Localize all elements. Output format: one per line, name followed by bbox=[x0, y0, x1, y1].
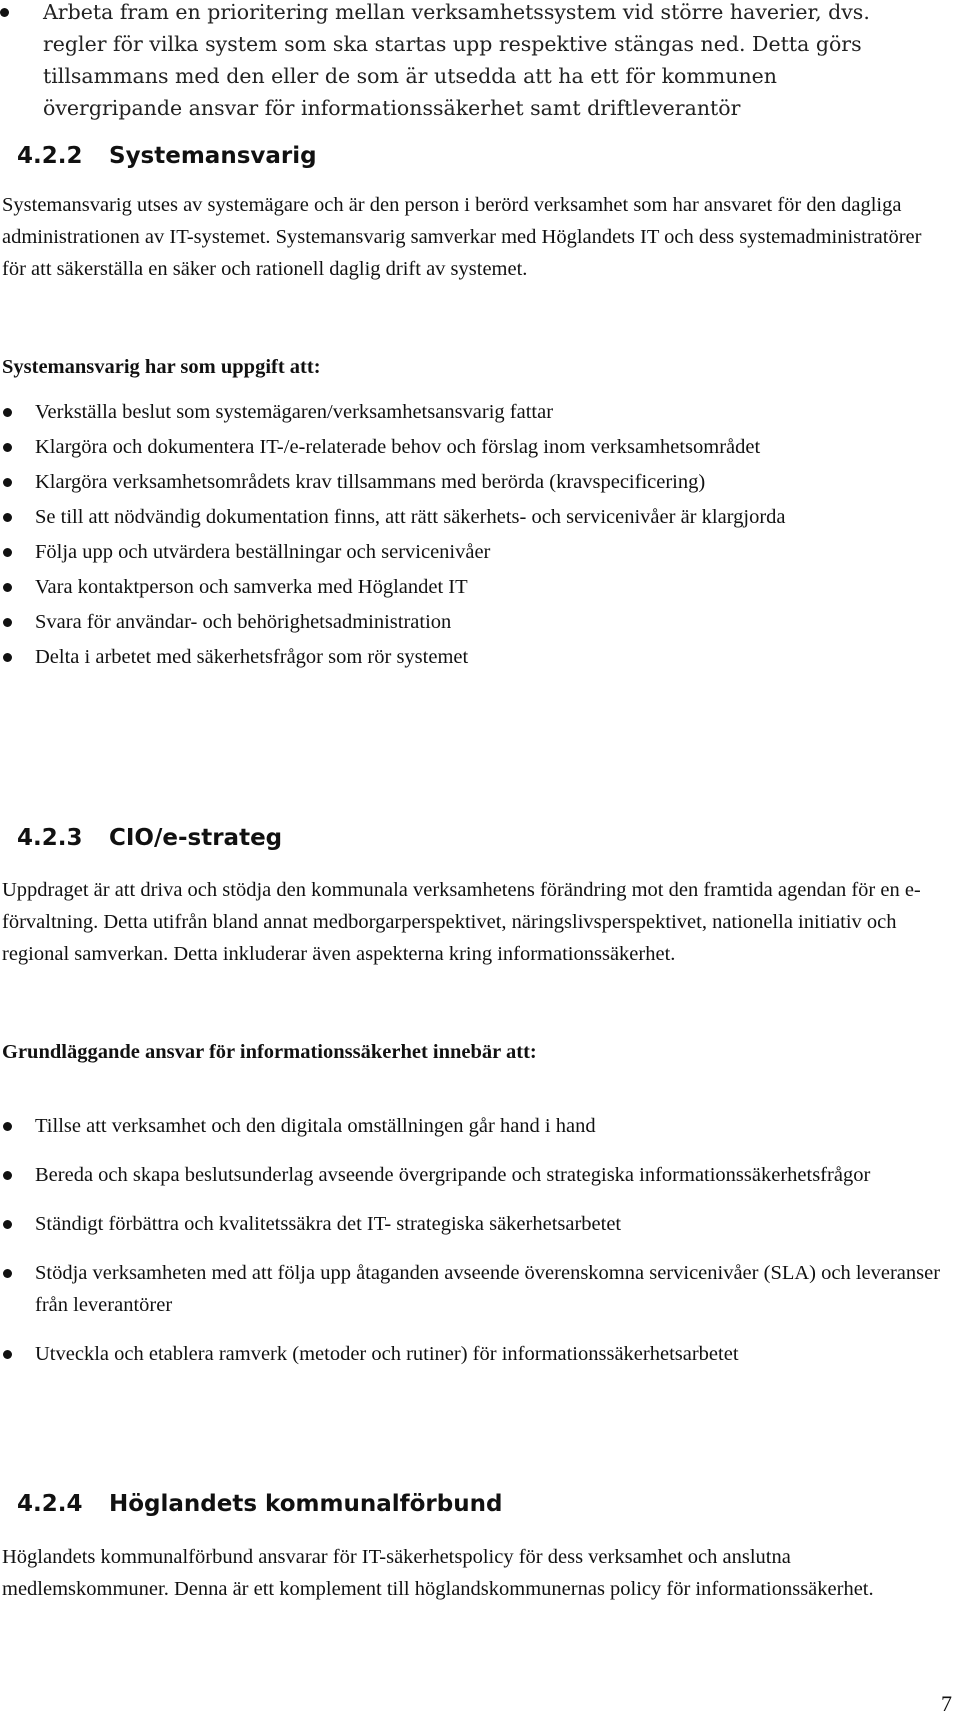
list-item bbox=[0, 1338, 945, 1370]
bullet-icon bbox=[3, 478, 12, 487]
section-paragraph: Systemansvarig utses av systemägare och är den person i berörd verksamhet som har ansvaret för den dagliga administrationen av IT-systemet. Systemansvarig samverkar med Höglandets IT och dess systemadministratörer för att säkerställa en säker och rationell daglig drift av systemet. bbox=[2, 194, 922, 280]
tasks-list-systemansvarig bbox=[0, 396, 945, 676]
section-heading-cio bbox=[17, 823, 282, 853]
tasks-list-cio bbox=[0, 1110, 945, 1387]
list-item bbox=[0, 431, 945, 463]
bullet-icon bbox=[3, 443, 12, 452]
list-item-text: Klargöra och dokumentera IT-/e-relaterade behov och förslag inom verksamhetsområdet bbox=[35, 436, 761, 458]
list-item-text: Ständigt förbättra och kvalitetssäkra det IT- strategiska säkerhetsarbetet bbox=[35, 1213, 622, 1235]
bullet-icon bbox=[3, 548, 12, 557]
list-item bbox=[0, 641, 945, 673]
bullet-icon bbox=[3, 408, 12, 417]
intro-bullet-list bbox=[0, 0, 900, 124]
section-title: CIO/e-strateg bbox=[109, 825, 283, 851]
list-item bbox=[0, 0, 900, 124]
bullet-icon bbox=[3, 1122, 12, 1131]
list-item-text: Se till att nödvändig dokumentation finns, att rätt säkerhets- och servicenivåer är klargjorda bbox=[35, 506, 786, 528]
list-item bbox=[0, 396, 945, 428]
list-item-text: Följa upp och utvärdera beställningar och servicenivåer bbox=[35, 541, 491, 563]
bullet-icon bbox=[0, 8, 9, 17]
section-title: Höglandets kommunalförbund bbox=[109, 1491, 503, 1517]
section-heading-systemansvarig bbox=[17, 141, 317, 171]
bullet-icon bbox=[3, 1220, 12, 1229]
section-paragraph: Uppdraget är att driva och stödja den kommunala verksamhetens förändring mot den framtida agendan för en e-förvaltning. Detta utifrån bland annat medborgarperspektivet, näringslivsperspektivet, nationella initiativ och regional samverkan. Detta inkluderar även aspekterna kring informationssäkerhet. bbox=[2, 879, 921, 965]
bullet-icon bbox=[3, 1350, 12, 1359]
list-item bbox=[0, 1159, 945, 1191]
bullet-icon bbox=[3, 1171, 12, 1180]
section-title: Systemansvarig bbox=[109, 143, 317, 169]
list-item bbox=[0, 536, 945, 568]
list-item-text: Klargöra verksamhetsområdets krav tillsammans med berörda (kravspecificering) bbox=[35, 471, 706, 493]
section-number: 4.2.3 bbox=[17, 825, 83, 851]
section-paragraph: Höglandets kommunalförbund ansvarar för IT-säkerhetspolicy för dess verksamhet och anslutna medlemskommuner. Denna är ett komplement till höglandskommunernas policy för informationssäkerhet. bbox=[2, 1546, 874, 1600]
list-item bbox=[0, 1110, 945, 1142]
list-item bbox=[0, 571, 945, 603]
list-item bbox=[0, 466, 945, 498]
section-heading-hoglandets-kommunalforbund bbox=[17, 1489, 502, 1519]
list-item-text: Delta i arbetet med säkerhetsfrågor som rör systemet bbox=[35, 646, 469, 668]
list-item-text: Vara kontaktperson och samverka med Höglandet IT bbox=[35, 576, 468, 598]
list-item-text: Arbeta fram en prioritering mellan verksamhetssystem vid större haverier, dvs. regler för vilka system som ska startas upp respektive stängas ned. Detta görs tillsammans med den eller de som är utsedda att ha ett för kommunen övergripande ansvar för informationssäkerhet samt driftleverantör bbox=[43, 0, 870, 120]
bullet-icon bbox=[3, 1269, 12, 1278]
section-number: 4.2.2 bbox=[17, 143, 83, 169]
list-item-text: Utveckla och etablera ramverk (metoder och rutiner) för informationssäkerhetsarbetet bbox=[35, 1343, 739, 1365]
bullet-icon bbox=[3, 653, 12, 662]
page-number: 7 bbox=[941, 1691, 952, 1716]
list-item bbox=[0, 1208, 945, 1240]
section-number: 4.2.4 bbox=[17, 1491, 83, 1517]
list-item bbox=[0, 606, 945, 638]
bullet-icon bbox=[3, 618, 12, 627]
list-item bbox=[0, 1257, 945, 1321]
bullet-icon bbox=[3, 583, 12, 592]
list-item-text: Svara för användar- och behörighetsadministration bbox=[35, 611, 452, 633]
tasks-lead: Systemansvarig har som uppgift att: bbox=[2, 356, 321, 378]
list-item-text: Tillse att verksamhet och den digitala omställningen går hand i hand bbox=[35, 1115, 596, 1137]
bullet-icon bbox=[3, 513, 12, 522]
list-item-text: Stödja verksamheten med att följa upp åtaganden avseende överenskomna servicenivåer (SLA) och leveranser från leverantörer bbox=[35, 1262, 941, 1316]
list-item-text: Verkställa beslut som systemägaren/verksamhetsansvarig fattar bbox=[35, 401, 554, 423]
list-item bbox=[0, 501, 945, 533]
list-item-text: Bereda och skapa beslutsunderlag avseende övergripande och strategiska informationssäkerhetsfrågor bbox=[35, 1164, 871, 1186]
tasks-lead: Grundläggande ansvar för informationssäkerhet innebär att: bbox=[2, 1041, 537, 1063]
